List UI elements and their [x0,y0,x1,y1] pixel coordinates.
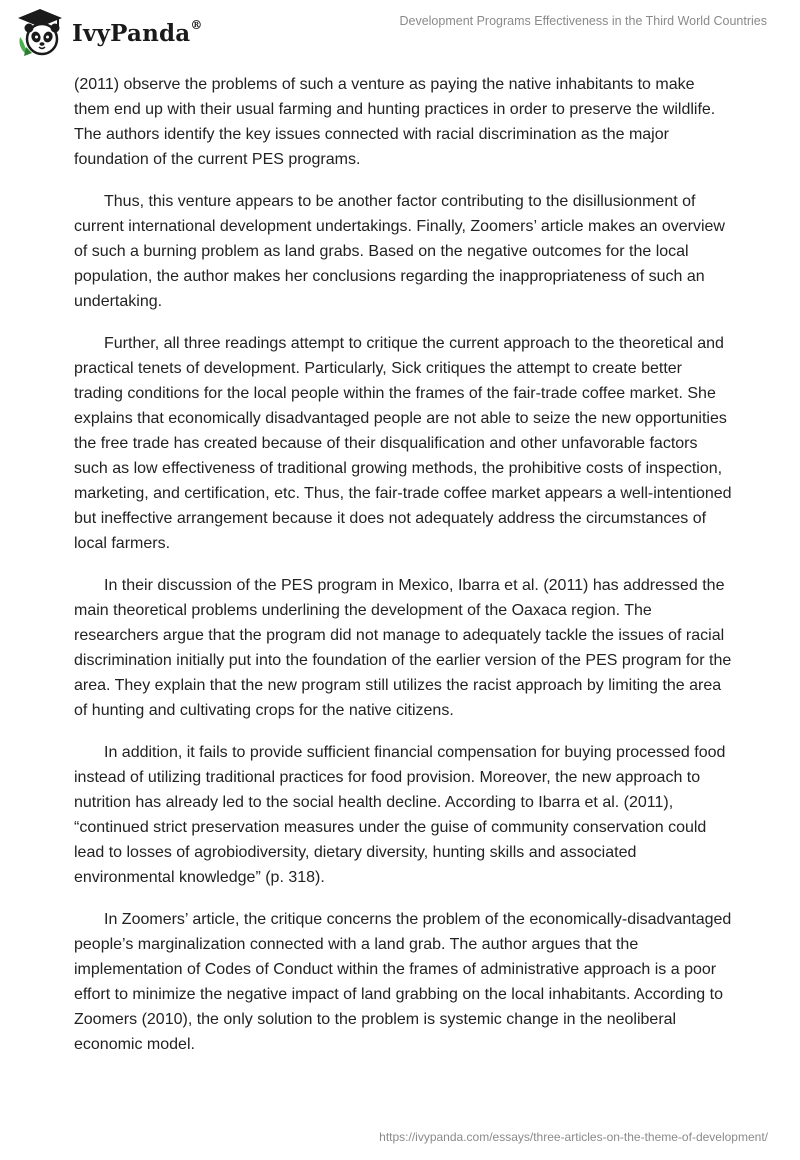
brand-name-text: IvyPanda [72,19,191,47]
paragraph: (2011) observe the problems of such a venture as paying the native inhabitants to make them end up with their usual farming and hunting practices in order to preserve the wildlife. The authors identify the key issues connected with racial discrimination as the major foundation of the current PES programs. [74,76,716,168]
source-url[interactable]: https://ivypanda.com/essays/three-articles-on-the-theme-of-development/ [379,1130,768,1144]
paragraph: In Zoomers’ article, the critique concerns the problem of the economically-disadvantaged people’s marginalization connected with a land grab. The author argues that the implementation of Codes of Conduct within the frames of administrative approach is a poor effort to minimize the negative impact of land grabbing on the local inhabitants. According to Zoomers (2010), the only solution to the problem is systemic change in the neoliberal economic model. [74,911,732,1053]
paragraph: In addition, it fails to provide sufficient financial compensation for buying processed food instead of utilizing traditional practices for food provision. Moreover, the new approach to nutrition has already led to the social health decline. According to Ibarra et al. (2011), “continued strict preservation measures under the guise of community conservation could lead to losses of agrobiodiversity, dietary diversity, hunting skills and associated environmental knowledge” (p. 318). [74,744,726,886]
panda-logo-icon [14,7,66,59]
paragraph: Thus, this venture appears to be another factor contributing to the disillusionment of current international development undertakings. Finally, Zoomers’ article makes an overview of such a burning problem as land grabs. Based on the negative outcomes for the local population, the author makes her conclusions regarding the inappropriateness of such an undertaking. [74,193,725,310]
essay-body [74,72,734,1074]
document-title: Development Programs Effectiveness in the Third World Countries [399,14,767,28]
page-header [0,0,800,70]
registered-mark: ® [190,17,203,32]
brand-logo[interactable] [14,7,203,59]
paragraph: In their discussion of the PES program in Mexico, Ibarra et al. (2011) has addressed the main theoretical problems underlining the development of the Oaxaca region. The researchers argue that the program did not manage to adequately tackle the issues of racial discrimination initially put into the foundation of the earlier version of the PES program for the area. They explain that the new program still utilizes the racist approach by limiting the area of hunting and cultivating crops for the native citizens. [74,577,732,719]
brand-name [72,17,203,47]
paragraph: Further, all three readings attempt to critique the current approach to the theoretical and practical tenets of development. Particularly, Sick critiques the attempt to create better trading conditions for the local people within the frames of the fair-trade coffee market. She explains that economically disadvantaged people are not able to seize the new opportunities the free trade has created because of their disqualification and other unfavorable factors such as low effectiveness of traditional growing methods, the prohibitive costs of inspection, marketing, and certification, etc. Thus, the fair-trade coffee market appears a well-intentioned but ineffective arrangement because it does not adequately address the circumstances of local farmers. [74,335,732,552]
